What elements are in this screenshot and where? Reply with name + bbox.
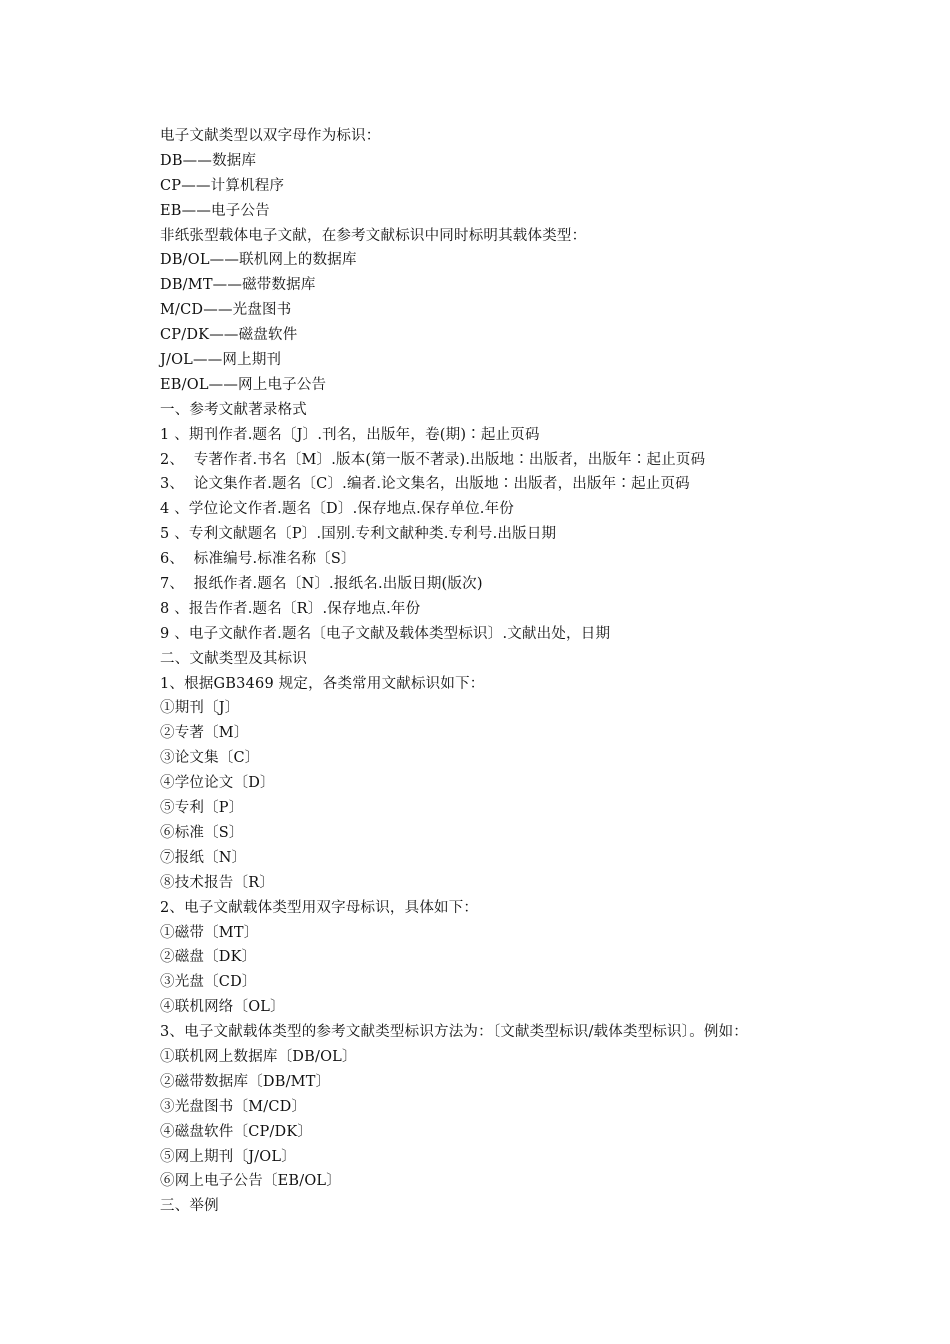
text-line: 电子文献类型以双字母作为标识： (160, 128, 381, 144)
list-item: ②专著〔M〕 (160, 725, 249, 742)
text-line: 2、 专著作者.书名〔M〕.版本(第一版不著录).出版地∶出版者，出版年∶起止页码 (160, 451, 706, 468)
text-line: CP——计算机程序 (160, 177, 285, 194)
text-line: DB/OL——联机网上的数据库 (160, 252, 357, 269)
list-item: ③论文集〔C〕 (160, 750, 260, 767)
list-item: ①联机网上数据库〔DB/OL〕 (160, 1048, 357, 1065)
text-line: 3、 论文集作者.题名〔C〕.编者.论文集名，出版地∶出版者，出版年∶起止页码 (160, 476, 690, 493)
list-item: ③光盘图书〔M/CD〕 (160, 1098, 307, 1115)
text-line: 4 、学位论文作者.题名〔D〕.保存地点.保存单位.年份 (160, 501, 514, 518)
text-line: 2、电子文献载体类型用双字母标识，具体如下： (160, 899, 479, 916)
list-item: ⑤网上期刊〔J/OL〕 (160, 1148, 296, 1165)
list-item: ⑥网上电子公告〔EB/OL〕 (160, 1173, 341, 1190)
text-line: J/OL——网上期刊 (160, 352, 282, 369)
text-line: DB/MT——磁带数据库 (160, 277, 316, 294)
list-item: ⑦报纸〔N〕 (160, 849, 247, 866)
list-item: ⑥标准〔S〕 (160, 824, 244, 841)
list-item: ②磁盘〔DK〕 (160, 949, 257, 966)
text-line: 1 、期刊作者.题名〔J〕.刊名，出版年，卷(期)∶起止页码 (160, 426, 540, 443)
section-heading: 一、参考文献著录格式 (160, 401, 307, 418)
text-line: M/CD——光盘图书 (160, 302, 292, 319)
list-item: ④磁盘软件〔CP/DK〕 (160, 1123, 313, 1140)
text-line: DB——数据库 (160, 152, 257, 169)
list-item: ③光盘〔CD〕 (160, 974, 257, 991)
text-line: 3、电子文献载体类型的参考文献类型标识方法为：〔文献类型标识/载体类型标识〕。例如： (160, 1024, 749, 1041)
text-line: EB——电子公告 (160, 202, 270, 219)
section-heading: 三、举例 (160, 1198, 219, 1215)
list-item: ⑤专利〔P〕 (160, 800, 244, 817)
list-item: ⑧技术报告〔R〕 (160, 874, 275, 891)
list-item: ①磁带〔MT〕 (160, 924, 259, 941)
document-body (160, 124, 860, 1219)
text-line: 1、根据GB3469 规定，各类常用文献标识如下： (160, 675, 485, 692)
list-item: ④联机网络〔OL〕 (160, 999, 285, 1016)
list-item: ④学位论文〔D〕 (160, 775, 275, 792)
text-line: 7、 报纸作者.题名〔N〕.报纸名.出版日期(版次) (160, 576, 483, 593)
text-line: EB/OL——网上电子公告 (160, 376, 327, 393)
text-line: 6、 标准编号.标准名称〔S〕 (160, 551, 356, 568)
text-line: CP/DK——磁盘软件 (160, 327, 298, 344)
section-heading: 二、文献类型及其标识 (160, 650, 307, 667)
list-item: ①期刊〔J〕 (160, 700, 240, 717)
list-item: ②磁带数据库〔DB/MT〕 (160, 1073, 331, 1090)
text-line: 5 、专利文献题名〔P〕.国别.专利文献种类.专利号.出版日期 (160, 526, 557, 543)
text-line: 9 、电子文献作者.题名〔电子文献及载体类型标识〕.文献出处，日期 (160, 625, 611, 642)
text-line: 非纸张型载体电子文献，在参考文献标识中同时标明其载体类型： (160, 227, 587, 244)
text-line: 8 、报告作者.题名〔R〕.保存地点.年份 (160, 600, 421, 617)
